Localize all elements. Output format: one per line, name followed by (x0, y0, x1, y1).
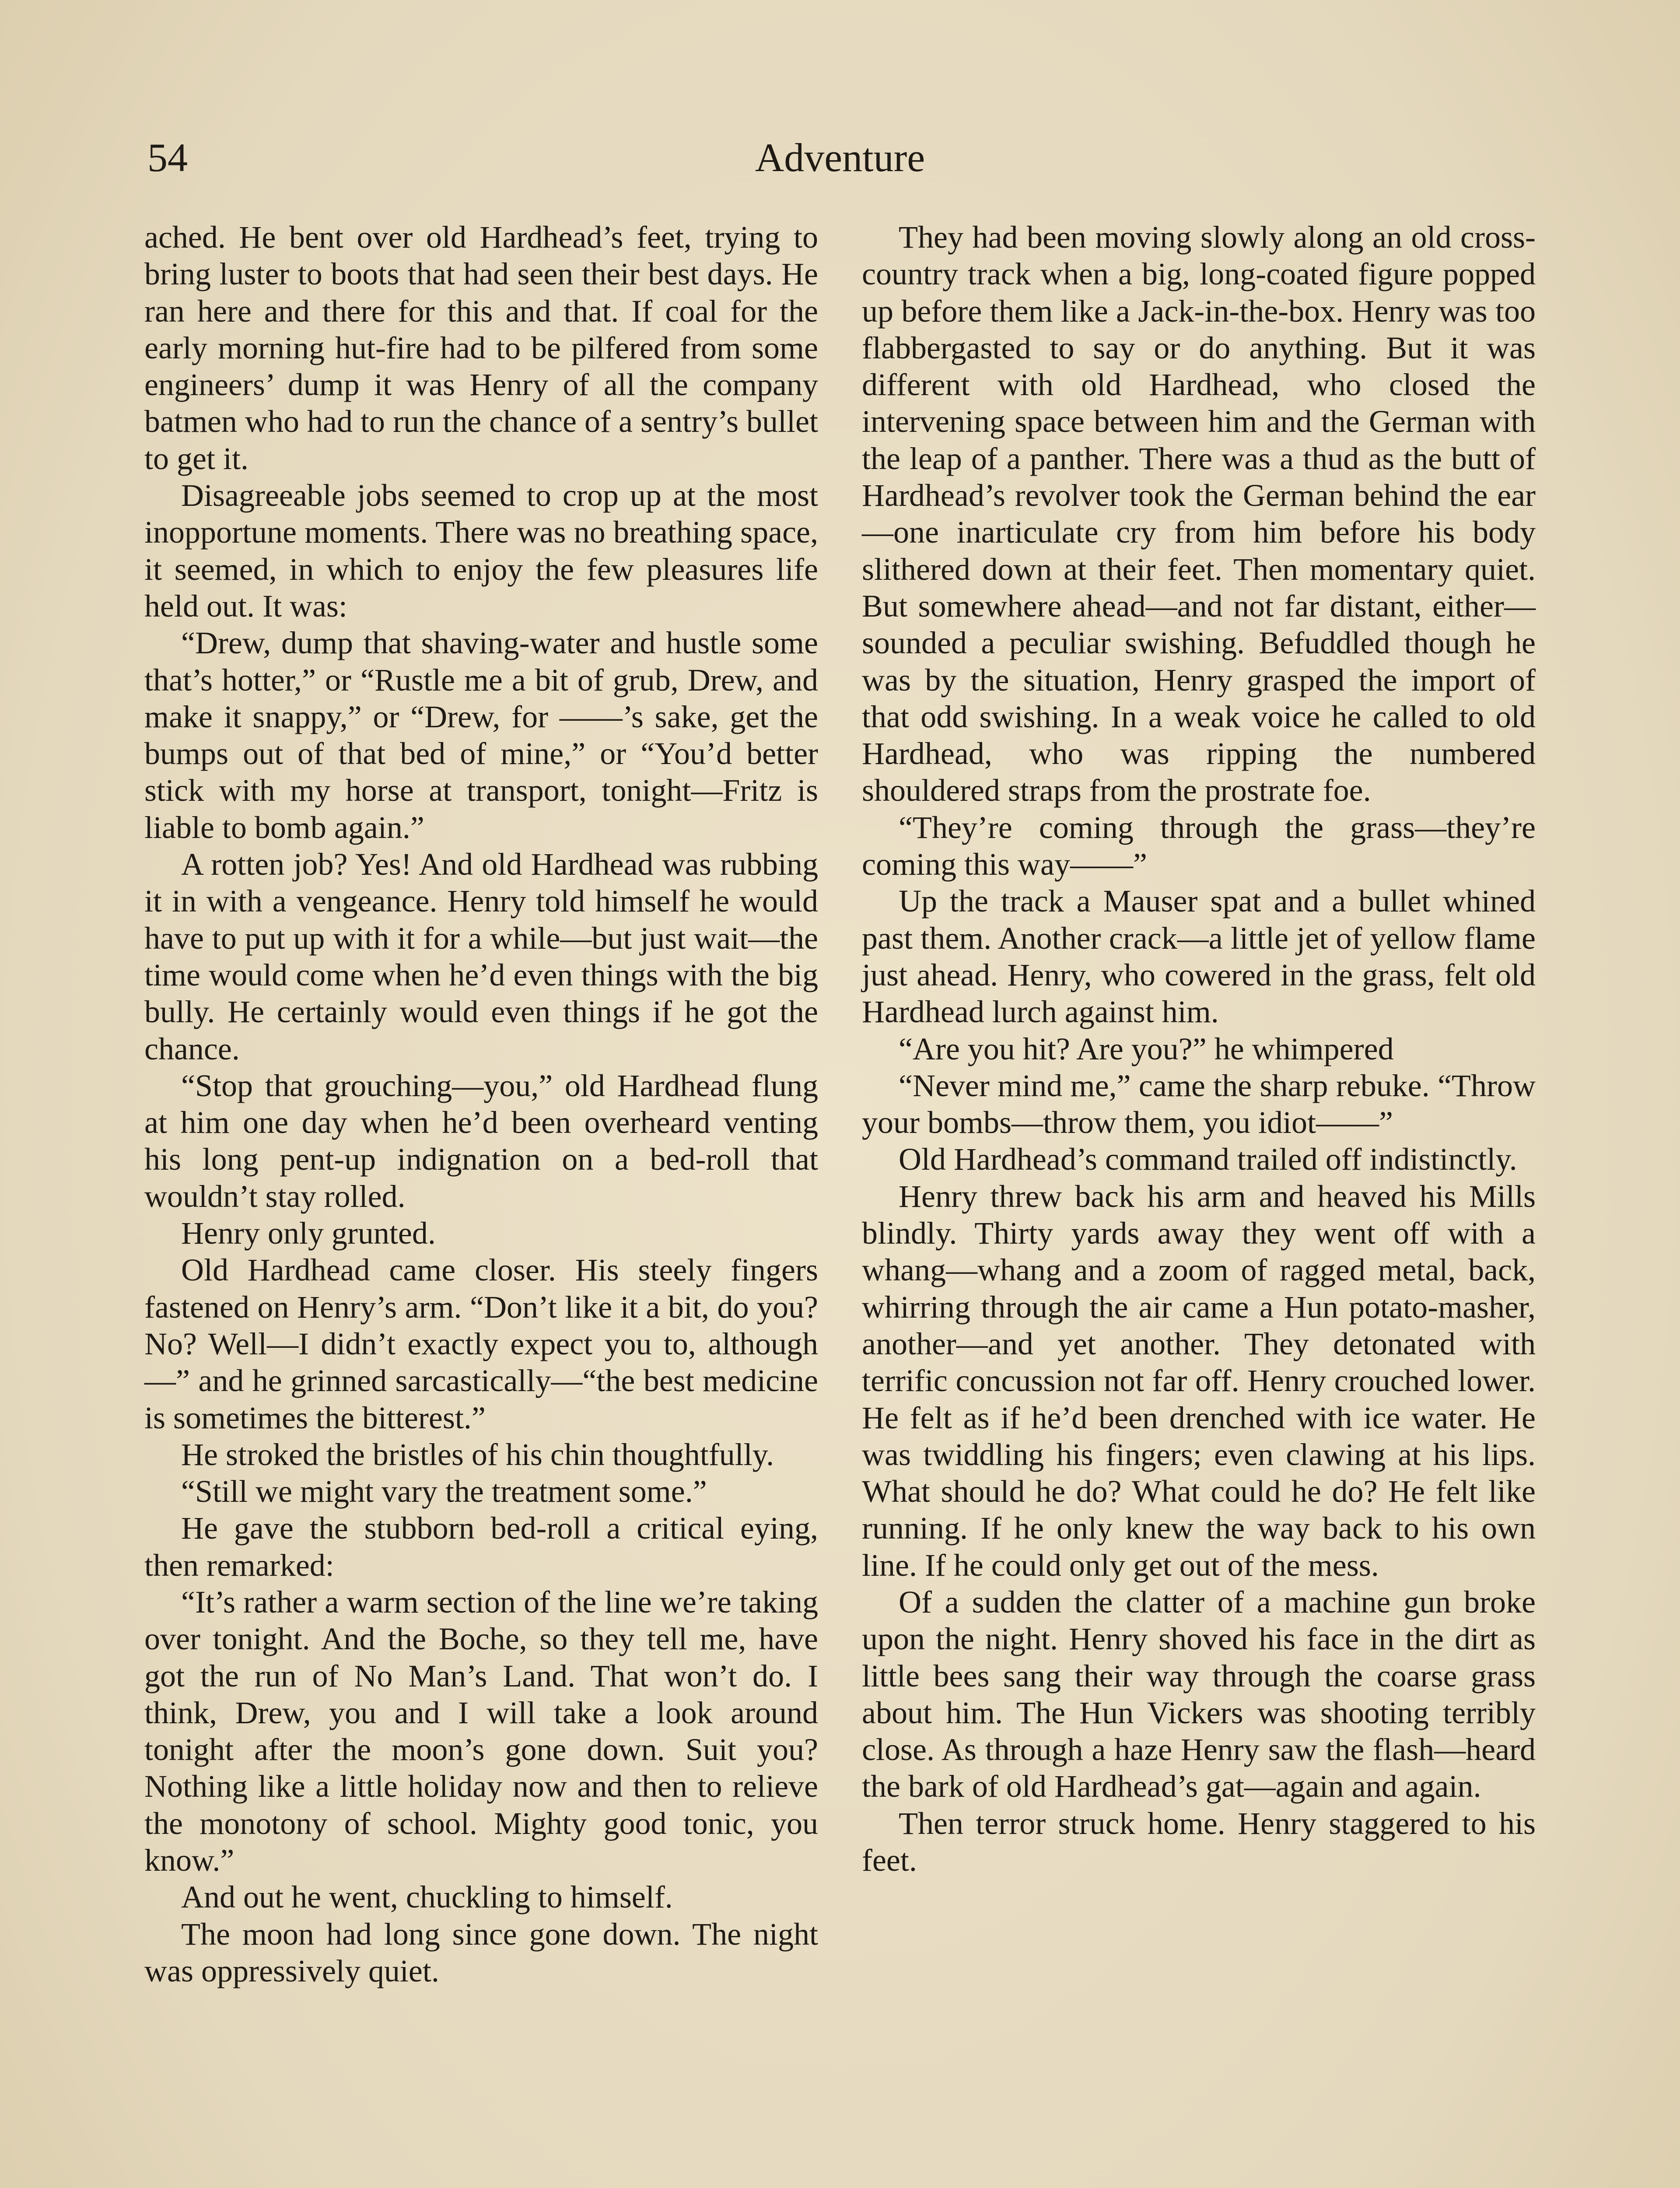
paragraph: “It’s rather a warm section of the line we’re taking over tonight. And the Boche, so they tell me, have got the run of No Man’s Land. That won’t do. I think, Drew, you and I will take a look around tonight after the moon’s gone down. Suit you? Nothing like a little holiday now and then to relieve the monotony of school. Mighty good tonic, you know.” (144, 1584, 818, 1878)
page-number: 54 (147, 135, 188, 180)
left-text-column (144, 219, 818, 1989)
paragraph: Henry threw back his arm and heaved his Mills blindly. Thirty yards away they went off with a whang—whang and a zoom of ragged metal, back, whirring through the air came a Hun potato-masher, another—and yet another. They detonated with terrific concussion not far off. Henry crouched lower. He felt as if he’d been drenched with ice water. He was twiddling his fingers; even clawing at his lips. What should he do? What could he do? He felt like running. If he only knew the way back to his own line. If he could only get out of the mess. (862, 1178, 1536, 1583)
paragraph: “Stop that grouching—you,” old Hardhead flung at him one day when he’d been overheard venting his long pent-up indignation on a bed-roll that wouldn’t stay rolled. (144, 1068, 818, 1214)
paragraph: “They’re coming through the grass—they’re coming this way——” (862, 810, 1536, 882)
paragraph: “Are you hit? Are you?” he whimpered (899, 1031, 1394, 1066)
paragraph: Up the track a Mauser spat and a bullet whined past them. Another crack—a little jet of yellow flame just ahead. Henry, who cowered in the grass, felt old Hardhead lurch against him. (862, 884, 1536, 1030)
paragraph: “Still we might vary the treatment some.” (181, 1474, 707, 1509)
paragraph: They had been moving slowly along an old cross-country track when a big, long-coated figure popped up before them like a Jack-in-the-box. Henry was too flabbergasted to say or do anything. But it was different with old Hardhead, who closed the intervening space between him and the German with the leap of a panther. There was a thud as the butt of Hardhead’s revolver took the German behind the ear—one inarticulate cry from him before his body slithered down at their feet. Then momentary quiet. But somewhere ahead—and not far distant, either—sounded a peculiar swishing. Befuddled though he was by the situation, Henry grasped the import of that odd swishing. In a weak voice he called to old Hardhead, who was ripping the numbered shouldered straps from the prostrate foe. (862, 220, 1536, 808)
paragraph: And out he went, chuckling to himself. (181, 1879, 673, 1915)
paragraph: “Never mind me,” came the sharp rebuke. “Throw your bombs—throw them, you idiot——” (862, 1068, 1536, 1140)
paragraph: Old Hardhead’s command trailed off indistinctly. (899, 1142, 1517, 1177)
right-text-column (862, 219, 1536, 1879)
paragraph: He gave the stubborn bed-roll a critical eying, then remarked: (144, 1511, 818, 1583)
paragraph: Old Hardhead came closer. His steely fingers fastened on Henry’s arm. “Don’t like it a bit, do you? No? Well—I didn’t exactly expect you to, although—” and he grinned sarcastically—“the best medicine is sometimes the bitterest.” (144, 1252, 818, 1435)
running-title: Adventure (755, 135, 925, 180)
paragraph: Of a sudden the clatter of a machine gun broke upon the night. Henry shoved his face in the dirt as little bees sang their way through the coarse grass about him. The Hun Vickers was shooting terribly close. As through a haze Henry saw the flash—heard the bark of old Hardhead’s gat—again and again. (862, 1584, 1536, 1804)
paragraph: The moon had long since gone down. The night was oppressively quiet. (144, 1916, 818, 1988)
page-header (142, 131, 1538, 184)
paragraph: Disagreeable jobs seemed to crop up at the most inopportune moments. There was no breathing space, it seemed, in which to enjoy the few pleasures life held out. It was: (144, 478, 818, 624)
paragraph: He stroked the bristles of his chin thoughtfully. (181, 1437, 774, 1472)
paragraph: A rotten job? Yes! And old Hardhead was rubbing it in with a vengeance. Henry told himself he would have to put up with it for a while—but just wait—the time would come when he’d even things with the big bully. He certainly would even things if he got the chance. (144, 847, 818, 1066)
paragraph: Henry only grunted. (181, 1216, 436, 1251)
paragraph: “Drew, dump that shaving-water and hustle some that’s hotter,” or “Rustle me a bit of grub, Drew, and make it snappy,” or “Drew, for ——’s sake, get the bumps out of that bed of mine,” or “You’d better stick with my horse at transport, tonight—Fritz is liable to bomb again.” (144, 625, 818, 845)
paragraph: ached. He bent over old Hardhead’s feet, trying to bring luster to boots that had seen their best days. He ran here and there for this and that. If coal for the early morning hut-fire had to be pilfered from some engineers’ dump it was Henry of all the company batmen who had to run the chance of a sentry’s bullet to get it. (144, 220, 818, 476)
paragraph: Then terror struck home. Henry staggered to his feet. (862, 1806, 1536, 1878)
